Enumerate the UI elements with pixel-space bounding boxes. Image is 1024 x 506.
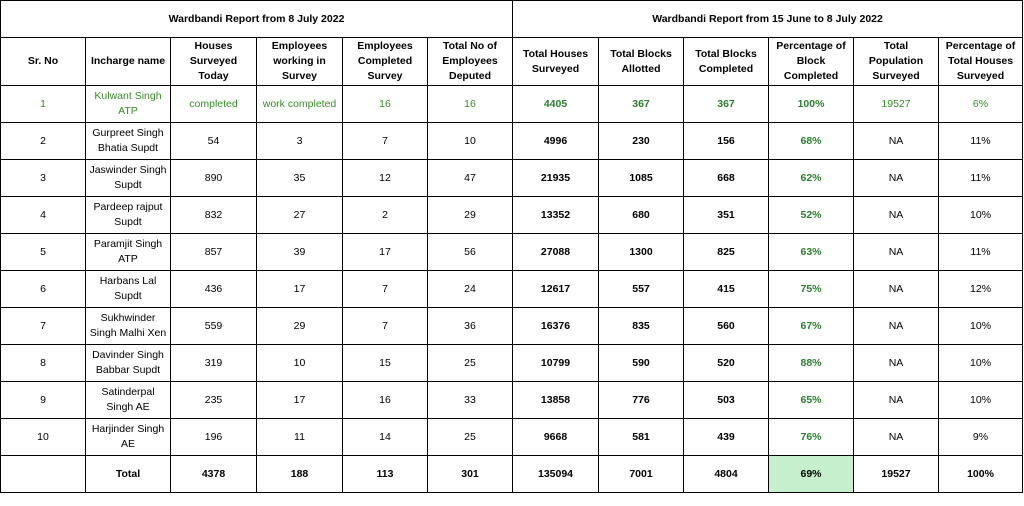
cell-employees-completed: 16 — [343, 86, 428, 123]
cell-percentage-block-completed: 75% — [769, 271, 854, 308]
cell-total-blocks-completed: 560 — [684, 308, 769, 345]
cell-percentage-houses-surveyed: 10% — [939, 197, 1023, 234]
cell-percentage-houses-surveyed: 10% — [939, 308, 1023, 345]
cell-employees-deputed: 47 — [428, 160, 513, 197]
cell-employees-deputed: 16 — [428, 86, 513, 123]
cell-total-blocks-completed: 415 — [684, 271, 769, 308]
cell-sr-no: 9 — [1, 382, 86, 419]
cell-employees-working: work completed — [257, 86, 343, 123]
cell-employees-working: 17 — [257, 271, 343, 308]
cell-houses-surveyed-today: 235 — [171, 382, 257, 419]
cell-sr-no: 10 — [1, 419, 86, 456]
cell-incharge-name: Satinderpal Singh AE — [86, 382, 171, 419]
cell-employees-deputed: 56 — [428, 234, 513, 271]
cell-total-population-surveyed: NA — [854, 419, 939, 456]
cell-total-blocks-allotted: 1300 — [599, 234, 684, 271]
cell-sr-no: 7 — [1, 308, 86, 345]
cell-total-houses-surveyed: 4405 — [513, 86, 599, 123]
table-row — [1, 234, 1023, 271]
cell-total-blocks-allotted: 557 — [599, 271, 684, 308]
cell-sr-no: 4 — [1, 197, 86, 234]
cell-total-population-surveyed: NA — [854, 160, 939, 197]
cell-employees-working: 3 — [257, 123, 343, 160]
cell-houses-surveyed-today: 54 — [171, 123, 257, 160]
total-cell-percentage-block-completed: 69% — [769, 456, 854, 493]
cell-percentage-block-completed: 65% — [769, 382, 854, 419]
cell-employees-working: 27 — [257, 197, 343, 234]
cell-houses-surveyed-today: completed — [171, 86, 257, 123]
cell-incharge-name: Pardeep rajput Supdt — [86, 197, 171, 234]
col-header-total-population-surveyed: Total Population Surveyed — [854, 38, 939, 86]
cell-total-population-surveyed: NA — [854, 345, 939, 382]
total-row — [1, 456, 1023, 493]
cell-total-population-surveyed: NA — [854, 308, 939, 345]
cell-percentage-block-completed: 67% — [769, 308, 854, 345]
cell-houses-surveyed-today: 436 — [171, 271, 257, 308]
col-header-percentage-block-completed: Percentage of Block Completed — [769, 38, 854, 86]
cell-employees-completed: 16 — [343, 382, 428, 419]
cell-incharge-name: Harjinder Singh AE — [86, 419, 171, 456]
group-header-row — [1, 1, 1023, 38]
cell-total-houses-surveyed: 27088 — [513, 234, 599, 271]
table-row — [1, 382, 1023, 419]
cell-employees-deputed: 29 — [428, 197, 513, 234]
total-cell-incharge-name: Total — [86, 456, 171, 493]
col-header-employees-completed: Employees Completed Survey — [343, 38, 428, 86]
cell-incharge-name: Paramjit Singh ATP — [86, 234, 171, 271]
cell-total-blocks-completed: 668 — [684, 160, 769, 197]
cell-total-blocks-completed: 520 — [684, 345, 769, 382]
cell-percentage-block-completed: 62% — [769, 160, 854, 197]
cell-incharge-name: Harbans Lal Supdt — [86, 271, 171, 308]
cell-sr-no: 8 — [1, 345, 86, 382]
cell-total-population-surveyed: NA — [854, 197, 939, 234]
cell-employees-completed: 7 — [343, 271, 428, 308]
cell-total-blocks-allotted: 835 — [599, 308, 684, 345]
cell-employees-working: 10 — [257, 345, 343, 382]
cell-incharge-name: Jaswinder Singh Supdt — [86, 160, 171, 197]
cell-percentage-block-completed: 68% — [769, 123, 854, 160]
total-cell-total-houses-surveyed: 135094 — [513, 456, 599, 493]
cell-employees-working: 17 — [257, 382, 343, 419]
group-header-right: Wardbandi Report from 15 June to 8 July 2022 — [513, 1, 1023, 38]
cell-employees-working: 11 — [257, 419, 343, 456]
cell-employees-completed: 7 — [343, 308, 428, 345]
cell-total-population-surveyed: 19527 — [854, 86, 939, 123]
total-cell-employees-deputed: 301 — [428, 456, 513, 493]
col-header-total-houses-surveyed: Total Houses Surveyed — [513, 38, 599, 86]
col-header-employees-working: Employees working in Survey — [257, 38, 343, 86]
cell-percentage-houses-surveyed: 11% — [939, 160, 1023, 197]
table-row — [1, 345, 1023, 382]
table-row — [1, 308, 1023, 345]
cell-employees-completed: 17 — [343, 234, 428, 271]
cell-total-blocks-completed: 439 — [684, 419, 769, 456]
column-header-row — [1, 38, 1023, 86]
cell-total-population-surveyed: NA — [854, 123, 939, 160]
cell-percentage-block-completed: 63% — [769, 234, 854, 271]
cell-percentage-block-completed: 88% — [769, 345, 854, 382]
cell-total-population-surveyed: NA — [854, 271, 939, 308]
cell-employees-deputed: 25 — [428, 345, 513, 382]
cell-total-houses-surveyed: 4996 — [513, 123, 599, 160]
cell-total-blocks-allotted: 1085 — [599, 160, 684, 197]
total-cell-houses-surveyed-today: 4378 — [171, 456, 257, 493]
cell-total-blocks-allotted: 680 — [599, 197, 684, 234]
cell-total-blocks-allotted: 367 — [599, 86, 684, 123]
cell-total-blocks-allotted: 230 — [599, 123, 684, 160]
cell-sr-no: 5 — [1, 234, 86, 271]
cell-employees-completed: 14 — [343, 419, 428, 456]
cell-houses-surveyed-today: 857 — [171, 234, 257, 271]
cell-employees-completed: 7 — [343, 123, 428, 160]
cell-percentage-houses-surveyed: 6% — [939, 86, 1023, 123]
cell-total-houses-surveyed: 21935 — [513, 160, 599, 197]
cell-total-houses-surveyed: 9668 — [513, 419, 599, 456]
cell-employees-working: 29 — [257, 308, 343, 345]
cell-total-houses-surveyed: 10799 — [513, 345, 599, 382]
cell-total-blocks-completed: 367 — [684, 86, 769, 123]
total-cell-total-blocks-allotted: 7001 — [599, 456, 684, 493]
col-header-total-blocks-completed: Total Blocks Completed — [684, 38, 769, 86]
cell-total-blocks-completed: 156 — [684, 123, 769, 160]
cell-employees-completed: 12 — [343, 160, 428, 197]
total-cell-total-blocks-completed: 4804 — [684, 456, 769, 493]
table-row — [1, 123, 1023, 160]
table-row — [1, 197, 1023, 234]
cell-sr-no: 2 — [1, 123, 86, 160]
cell-incharge-name: Davinder Singh Babbar Supdt — [86, 345, 171, 382]
total-cell-percentage-houses-surveyed: 100% — [939, 456, 1023, 493]
table-row — [1, 271, 1023, 308]
table-row — [1, 160, 1023, 197]
total-cell-total-population-surveyed: 19527 — [854, 456, 939, 493]
cell-total-houses-surveyed: 13352 — [513, 197, 599, 234]
cell-percentage-houses-surveyed: 11% — [939, 234, 1023, 271]
cell-sr-no: 1 — [1, 86, 86, 123]
cell-total-blocks-allotted: 590 — [599, 345, 684, 382]
cell-employees-deputed: 25 — [428, 419, 513, 456]
cell-percentage-block-completed: 52% — [769, 197, 854, 234]
cell-employees-deputed: 36 — [428, 308, 513, 345]
cell-houses-surveyed-today: 559 — [171, 308, 257, 345]
cell-total-blocks-completed: 351 — [684, 197, 769, 234]
table-row — [1, 419, 1023, 456]
cell-total-blocks-allotted: 581 — [599, 419, 684, 456]
cell-employees-completed: 2 — [343, 197, 428, 234]
cell-percentage-houses-surveyed: 11% — [939, 123, 1023, 160]
cell-employees-deputed: 24 — [428, 271, 513, 308]
cell-percentage-houses-surveyed: 9% — [939, 419, 1023, 456]
cell-houses-surveyed-today: 832 — [171, 197, 257, 234]
cell-total-houses-surveyed: 16376 — [513, 308, 599, 345]
cell-sr-no: 6 — [1, 271, 86, 308]
cell-percentage-block-completed: 100% — [769, 86, 854, 123]
cell-employees-working: 35 — [257, 160, 343, 197]
cell-employees-deputed: 33 — [428, 382, 513, 419]
total-cell-sr-no — [1, 456, 86, 493]
col-header-employees-deputed: Total No of Employees Deputed — [428, 38, 513, 86]
cell-incharge-name: Kulwant Singh ATP — [86, 86, 171, 123]
cell-incharge-name: Gurpreet Singh Bhatia Supdt — [86, 123, 171, 160]
cell-houses-surveyed-today: 196 — [171, 419, 257, 456]
cell-total-population-surveyed: NA — [854, 382, 939, 419]
cell-employees-completed: 15 — [343, 345, 428, 382]
cell-percentage-houses-surveyed: 10% — [939, 382, 1023, 419]
col-header-incharge-name: Incharge name — [86, 38, 171, 86]
cell-total-blocks-completed: 503 — [684, 382, 769, 419]
col-header-sr-no: Sr. No — [1, 38, 86, 86]
col-header-houses-surveyed-today: Houses Surveyed Today — [171, 38, 257, 86]
total-cell-employees-working: 188 — [257, 456, 343, 493]
total-cell-employees-completed: 113 — [343, 456, 428, 493]
cell-total-blocks-completed: 825 — [684, 234, 769, 271]
cell-percentage-block-completed: 76% — [769, 419, 854, 456]
cell-incharge-name: Sukhwinder Singh Malhi Xen — [86, 308, 171, 345]
cell-houses-surveyed-today: 319 — [171, 345, 257, 382]
cell-employees-deputed: 10 — [428, 123, 513, 160]
col-header-percentage-houses-surveyed: Percentage of Total Houses Surveyed — [939, 38, 1023, 86]
cell-total-population-surveyed: NA — [854, 234, 939, 271]
cell-total-houses-surveyed: 13858 — [513, 382, 599, 419]
cell-employees-working: 39 — [257, 234, 343, 271]
table-row — [1, 86, 1023, 123]
cell-percentage-houses-surveyed: 10% — [939, 345, 1023, 382]
cell-houses-surveyed-today: 890 — [171, 160, 257, 197]
cell-total-houses-surveyed: 12617 — [513, 271, 599, 308]
group-header-left: Wardbandi Report from 8 July 2022 — [1, 1, 513, 38]
col-header-total-blocks-allotted: Total Blocks Allotted — [599, 38, 684, 86]
cell-percentage-houses-surveyed: 12% — [939, 271, 1023, 308]
cell-total-blocks-allotted: 776 — [599, 382, 684, 419]
cell-sr-no: 3 — [1, 160, 86, 197]
